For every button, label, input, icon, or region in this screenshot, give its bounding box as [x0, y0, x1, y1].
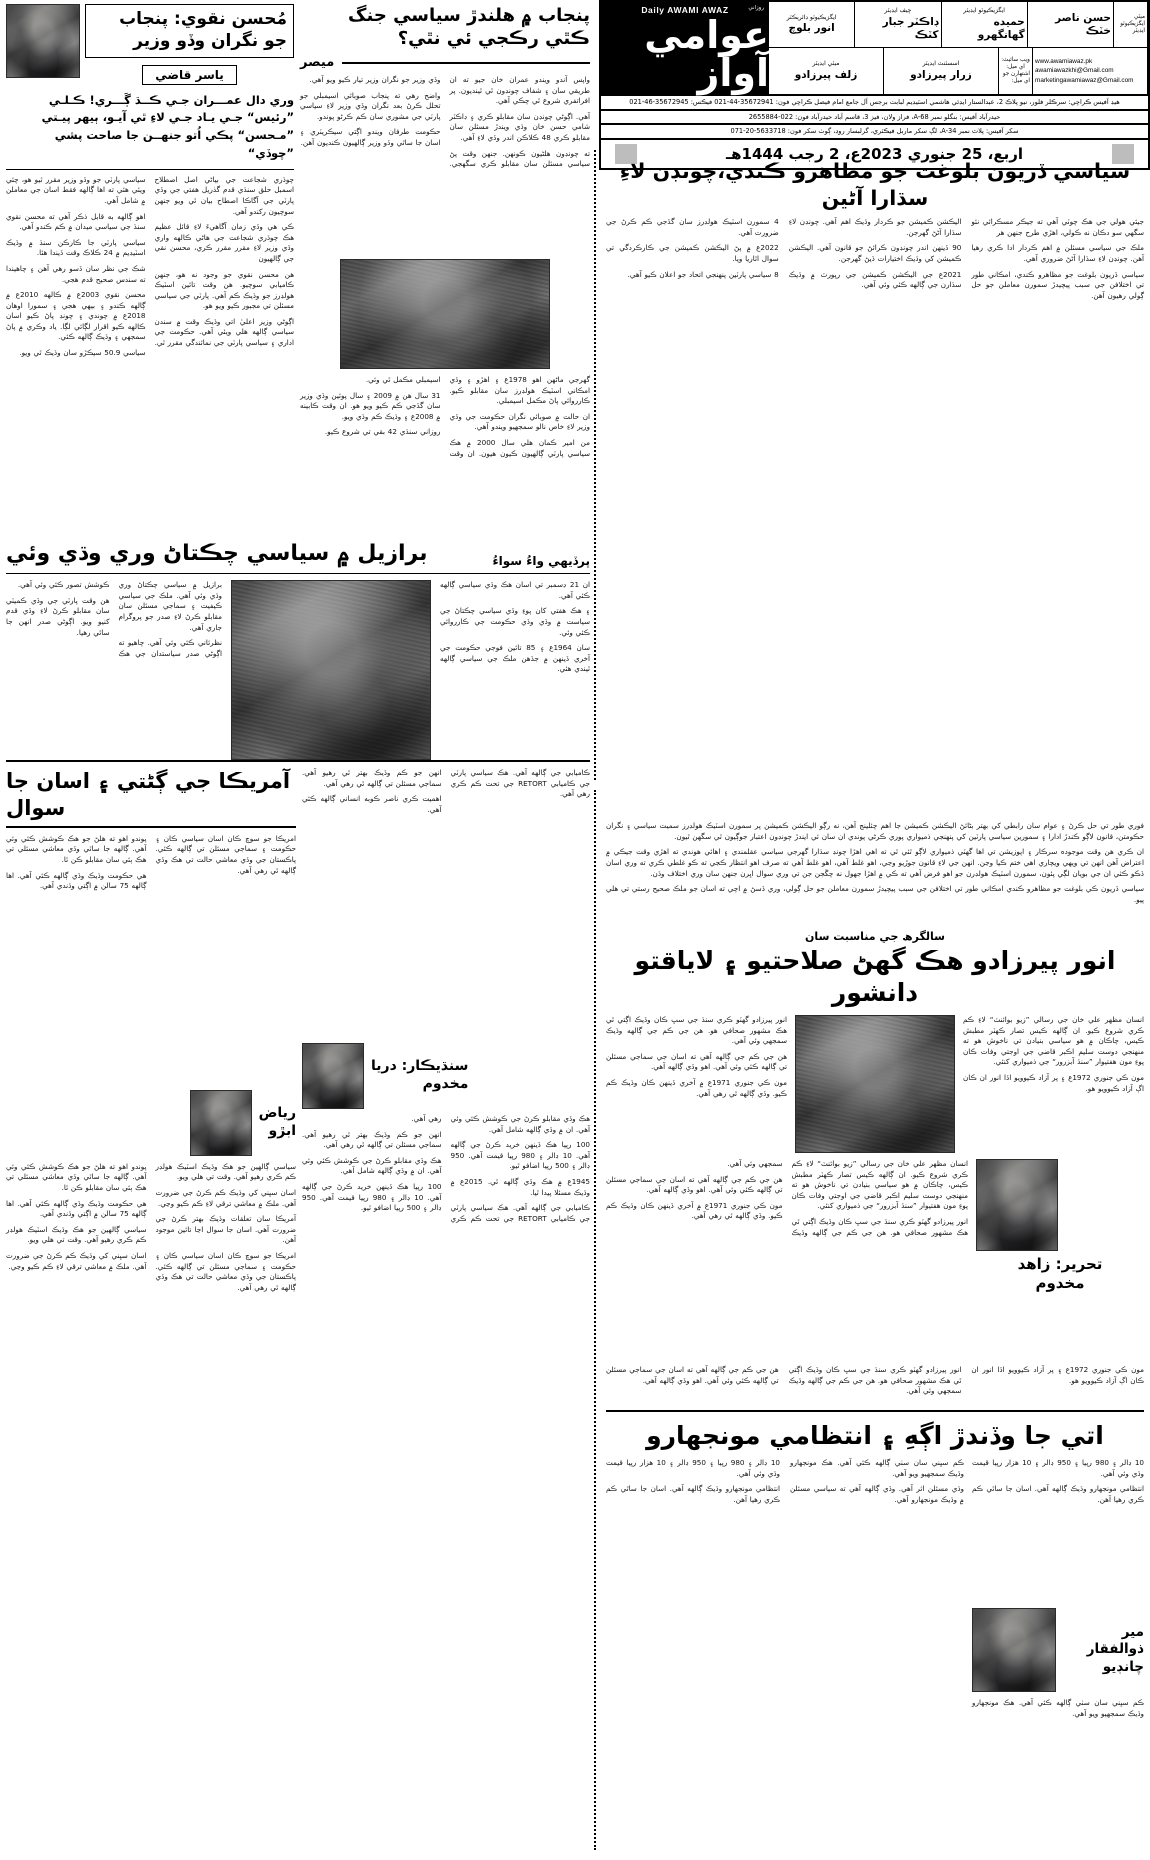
- paragraph: اڳوڻي وزير اعليٰ اتي وڌيڪ وقت ۾ سندن سياسي ڳالهه هلي ويئي آهي. حڪومت جي اداري ۽ سياسي پارٽي جي نمائندگي مقرر ٿي.: [154, 316, 294, 348]
- paragraph: انسان مظهر علي خان جي رسالي ”زيو بوائنٽ“ لاءِ ڪم ڪري شروع ڪيو. ان ڳالهه ڪيس تصار ڪهٽر مطبش ڪيس، چاڪان ۾ هو سياسي بنيادن تي ناخوش هو ته منهنجي دوست سليم اڪبر قاضي جي اوجتي وفات ڪان پوءِ مون هفتيوار ”سنڌ آبزرور“ جي ذميواري کنئي.: [791, 1159, 968, 1211]
- paragraph: پوندو اهو ته هلڻ جو هڪ ڪوشش ڪئي وئي آهي. ڳالهه جا ساٿي وڏي معاشي مسئلي تي هڪ ٻئي سان مقابلو ڪن ٿا.: [6, 1161, 147, 1192]
- paragraph: مون ڪي جنوري 1971ع ۾ آخري ڏينهن ڪان وڌيڪ ڪم ڪيو. وڏي ڳالهه ٿي رهي آهي.: [606, 1200, 783, 1221]
- byline-line-1: مير ذوالفقار: [1086, 1624, 1144, 1658]
- masthead: [599, 0, 1150, 170]
- paragraph: واضح رهي ته پنجاب صوبائي اسيمبلي جو تحلل ڪرڻ بعد نگران وڏي وزير لاءِ سياسي پارٽي جي مشوري سان ڪم ڪرڻو پوندو.: [300, 90, 441, 121]
- byline-line-2: مخدوم: [422, 1076, 469, 1092]
- paragraph: 100 رپيا هڪ ڏينهن خريد ڪرڻ جي ڳالهه آهي. 10 ڊالر ۽ 980 رپيا قيمت آهي. 950 ڊالر ۽ 500 رپيا اضافو ٿيو.: [302, 1181, 442, 1213]
- paragraph: سياسي ڳالهين جو هڪ وڌيڪ اسٽيڪ هولڊر ڪم ڪري رهيو آهي. وقت تي هلي ويو.: [155, 1161, 296, 1182]
- paragraph: روزاني سنڌي 42 بقي تي شروع ڪيو.: [324, 427, 441, 437]
- paragraph: آمريڪا سان تعلقات وڌيڪ بهتر ڪرڻ جي ضرورت آهي. اسان جا سوال اڃا تائين موجود آهن.: [155, 1214, 296, 1245]
- headline-mohsin-naqvi[interactable]: مُحسن نقوي: پنجاب جو نگران وڏو وزير: [85, 4, 294, 58]
- body-political-maturity-wide: [606, 821, 1144, 905]
- headline-brazil[interactable]: برازيل ۾ سياسي چڪتاڻ وري وڌي وئي: [6, 541, 428, 566]
- paragraph: 10 ڊالر ۽ 980 رپيا ۽ 950 ڊالر ۽ 10 هزار رپيا قيمت وڌي وئي آهي.: [972, 1458, 1145, 1478]
- staff-role: ايگزيڪيوٽو ڊائريڪٽر: [786, 13, 837, 21]
- staff-name: انور بلوچ: [788, 22, 835, 35]
- divider: [6, 169, 294, 170]
- paragraph: اهميت ڪري ناصر ڪوبه انساني ڳالهه ڪئي آهي.: [302, 794, 442, 814]
- headline-political-maturity[interactable]: سياسي ڏريون بلوغت جو مظاهرو ڪندي،چونڊن لاءِ سڌارا آڻين: [619, 159, 1131, 210]
- byline-yasir-qazi: ياسر قاضي: [142, 65, 237, 85]
- body-zulfiqar-left-top: [972, 1458, 1144, 1608]
- staff-cell-deputy-exec-editor: [1028, 2, 1114, 48]
- paragraph: 10 ڊالر ۽ 980 رپيا ۽ 950 ڊالر ۽ 10 هزار رپيا قيمت وڌي وئي آهي.: [606, 1458, 781, 1478]
- staff-name: حسن ناصر خٽڪ: [1055, 11, 1111, 37]
- staff-cell-deputy-editor: [769, 48, 884, 94]
- article-america: [6, 768, 296, 1842]
- staff-role: اسسٽنٽ ايڊيٽر: [922, 60, 960, 68]
- paragraph: واپس آندو ويندو عمران خان جيو ته ان طريقي سان ۽ شفاف چونڊون ٿي ٿينديون. پر افراتفري شروع ٿي چڪي آهي.: [449, 75, 590, 106]
- article-brazil: [6, 540, 590, 760]
- article-administrative-confusion: [606, 1410, 1144, 1788]
- address-hyderabad: حيدرآباد آفيس: بنگلو نمبر A-68، فراز ولان، فيز 3، قاسم آباد حيدرآباد فون: 022-2655884: [599, 111, 1150, 126]
- staff-name: ڊاڪٽر جبار کٽڪ: [882, 15, 939, 41]
- paragraph: من امير ڪمان هلي سال 2000 ۾ هڪ سياسي پارٽي ڳالهيون ڪيون هيون. ان وقت اسيمبلي مڪمل ٿي وئي.: [365, 375, 590, 458]
- paragraph: انهن جو ڪم وڌيڪ بهتر ٿي رهيو آهي. سماجي مسئلن تي ڳالهه ٿي رهي آهي.: [302, 1129, 442, 1150]
- paragraph: شڪ جي نظر سان ڏسو رهي آهن ۽ چاهيندا ته سندس صحيح قدم هجي.: [6, 263, 146, 284]
- article-anwar-pirzado: [606, 930, 1144, 1485]
- paragraph: اسان سڀني کي وڌيڪ ڪم ڪرڻ جي ضرورت آهي. ملڪ ۾ معاشي ترقي لاءِ ڪم ڪيو وڃي.: [155, 1187, 296, 1208]
- paragraph: انسان مظهر علي خان جي رسالي ”زيو بوائنٽ“ لاءِ ڪم ڪري شروع ڪيو. ان ڳالهه ڪيس تصار ڪهٽر مطبش ڪيس، چاڪان ۾ هو سياسي بنيادن تي ناخوش هو ته منهنجي دوست سليم اڪبر قاضي جي اوجتي وفات ڪان پوءِ مون هفتيوار ”سنڌ آبزرور“ جي ذميواري کنئي.: [963, 1015, 1144, 1067]
- paragraph: 90 ڏينهن اندر چونڊون ڪرائڻ جو قانون آهي. اليڪشن ڪميشن کي وڌيڪ اختيارات ڏيڻ گهرجن.: [788, 243, 962, 264]
- paragraph: سياسي 50.9 سيڪڙو سان وڌيڪ ٿي ويو.: [19, 348, 146, 358]
- divider-horizontal-left: [6, 760, 590, 762]
- paragraph: ڪي هي وڏي زمان آگاهيءَ لاءِ قائل عظيم هڪ چوڌري شجاعت جي هاڻي ڪالهه واري وڏي وزير لاءِ مقرر مقرر ڪري، محسن نقي جي ڳالهيون: [154, 222, 294, 263]
- paragraph: مون ڪي جنوري 1972ع ۽ پر آزاد ڪيوويو اڏا انور ان ڪان اڳ آزاد ڪيوويو هو.: [963, 1072, 1144, 1093]
- ads-email-label: اشتهارن جو اي ميل:: [1002, 71, 1030, 84]
- divider-vertical-bottom: [594, 790, 596, 1850]
- paragraph: مون ڪي جنوري 1972ع ۽ پر آزاد ڪيوويو اڏا انور ان ڪان اڳ آزاد ڪيوويو هو.: [971, 1365, 1144, 1385]
- staff-name: زلف پيرزادو: [794, 68, 858, 81]
- author-photo-mohsin: [6, 4, 80, 78]
- staff-cell-assistant-editor: [884, 48, 999, 94]
- paragraph: اسان سڀني کي وڌيڪ ڪم ڪرڻ جي ضرورت آهي. ملڪ ۾ معاشي ترقي لاءِ ڪم ڪيو وڃي.: [6, 1250, 147, 1271]
- body-derya-bottom: [302, 1114, 590, 1784]
- photo-anwar-pirzado: [795, 1015, 955, 1153]
- paragraph: انتظامي مونجهارو وڌيڪ ڳالهه آهي. اسان جا ساٿي ڪم ڪري رهيا آهن.: [606, 1484, 780, 1504]
- paragraph: ڪاميابي جي ڳالهه آهي. هڪ سياسي پارٽي جي ڪاميابي RETORT جي تحت ڪم ڪري رهي آهي.: [411, 1114, 590, 1223]
- headline-administrative-confusion[interactable]: اتي جا وڏندڙ اڳهِ ۽ انتظامي مونجهارو: [606, 1410, 1144, 1452]
- website-url[interactable]: www.awamiawaz.pk: [1035, 57, 1093, 65]
- staff-row-2: [769, 48, 1148, 94]
- paragraph: اليڪشن ڪميشن جو ڪردار وڌيڪ اهم آهي. چونڊن لاءِ سڌارا آڻڻ گهرجن.: [788, 217, 962, 237]
- article-derya-translation: [302, 768, 590, 1784]
- staff-role: ميٽي ايڊيٽر: [812, 60, 840, 68]
- paragraph: جيئي هولي جي هڪ چوٽي آهي ته جيڪر مسڪرائي نئو سگهي سو دڪان نه ڪولي، اهڙي طرح جنهن هر: [971, 217, 1144, 237]
- address-sukkur: سکر آفيس: پلاٽ نمبر A-34، لڳ سکر ماربل فيڪٽري، گرلبسار روڊ، ڳوٺ سکر فون: 5633718-20-071: [599, 125, 1150, 140]
- byline-line-1: رياض: [258, 1104, 296, 1121]
- paragraph: ڪم سڀني سان سٺي ڳالهه ڪئي آهي. هڪ مونجهارو وڌيڪ سمجهيو ويو آهي.: [790, 1458, 964, 1478]
- paragraph: ته چونڊون هلڻيون ڪونهن. جنهن وقت پڻ سياسي مسئلن سان مقابلو ڪري سگهجي. وڏي وزير جو نگران وزير تيار ڪيو ويو آهي.: [309, 75, 590, 169]
- kicker-foreign-affairs: پرڏيهي واءُ سواءُ: [492, 554, 590, 569]
- paragraph: اهو ڳالهه به قابل ذڪر آهي ته محسن نقوي سنڌ جي سياسي ميدان ۾ ڪم ڪندو آهي.: [6, 211, 146, 232]
- email-label: اي ميل:: [1006, 64, 1025, 71]
- article-political-maturity: [606, 158, 1144, 910]
- paragraph: ملڪ جي سياسي مسئلن ۾ اهم ڪردار ادا ڪري رهيا آهن. چونڊن لاءِ سڌارا آڻڻ ضروري آهي.: [971, 243, 1144, 264]
- paragraph: ڪاميابي جي ڳالهه آهي. هڪ سياسي پارٽي جي ڪاميابي RETORT جي تحت ڪم ڪري رهي آهي.: [450, 768, 590, 799]
- body-zulfiqar-right: [606, 1458, 964, 1788]
- masthead-logo[interactable]: [601, 2, 769, 94]
- paragraph: هي حڪومت وڌيڪ وڏي ڳالهه ڪئي آهي. اها ڳالهه 75 سالن ۾ اڳتي وڌندي آهي.: [6, 1198, 147, 1219]
- paragraph: مون ڪي جنوري 1971ع ۾ آخري ڏينهن ڪان وڌيڪ ڪم ڪيو. وڏي ڳالهه ٿي رهي آهي.: [606, 1077, 787, 1098]
- author-photo-derya-makhdoom: [302, 1043, 364, 1109]
- byline-line-2: ابڙو: [268, 1122, 296, 1139]
- paragraph: 2021ع جي اليڪشن ڪميشن جي رپورٽ ۾ وڌيڪ سڌارن جي ڳالهه ڪئي وئي آهي.: [788, 269, 962, 290]
- paragraph: انور پيرزادو گهٽو ڪري سنڌ جي سڀ ڪان وڏيڪ اڳتي ٿي هڪ مشهور صحافي هو. هن جي ڪم جي ڳالهه وڌيڪ سمجهي وئي آهي.: [606, 1015, 787, 1046]
- paragraph: هڪ وڏي مقابلو ڪرڻ جي ڪوشش ڪئي وئي آهي. ان ۾ وڏي ڳالهه شامل آهي.: [302, 1155, 442, 1176]
- paragraph: انتظامي مونجهارو وڌيڪ ڳالهه آهي. اسان جا ساٿي ڪم ڪري رهيا آهن.: [972, 1484, 1144, 1504]
- paragraph: ڪم سڀني سان سٺي ڳالهه ڪئي آهي. هڪ مونجهارو وڌيڪ سمجهيو ويو آهي.: [972, 1698, 1144, 1718]
- staff-name: حميده گهانگهرو: [977, 15, 1025, 41]
- body-anwar-lower: [606, 1159, 968, 1359]
- paragraph: سياسي پارٽي جا ڪارڪن سنڌ ۾ وڌيڪ اسٽيڊيم ۾ 24 ڪلاڪ وقت ڏيندا هئا.: [6, 237, 146, 258]
- paragraph: پوندو اهو ته هلڻ جو هڪ ڪوشش ڪئي وئي آهي. ڳالهه جا ساٿي وڏي معاشي مسئلي تي هڪ ٻئي سان مقابلو ڪن ٿا.: [6, 833, 147, 864]
- headline-anwar-pirzado[interactable]: انور پيرزادو هڪ گهڻ صلاحتيو ۽ لاياقتو دانشور: [634, 946, 1116, 1007]
- body-punjab-bottom: [300, 375, 590, 560]
- paragraph: 8 سياسي پارٽين پنهنجي اتحاد جو اعلان ڪيو آهي.: [627, 269, 779, 279]
- editorial-email[interactable]: awamiawazkhi@Gmail.com: [1035, 67, 1114, 75]
- paragraph: فوري طور تي حل ڪرڻ ۽ عوام سان رابطي کي بهتر بڻائڻ اليڪشن ڪميشن جا اهم چئلينج آهن، نه رڳو اليڪشن ڪميشن پر سمورن اسٽيڪ هولڊرز سميت سياسي ۽ نگران حڪومتن، قانون لاڳو ڪندڙ ادارا ۽ سمورين سياسي پارٽين کي پنهنجي ذميواري پوري ڪرڻي پوندي ان سان ئي ايندڙ چونڊون اعتبار جوڳيون ٿي سگهن ٿيون.: [606, 821, 1144, 841]
- kicker-anniversary: سالگرھ جي مناسبت سان: [805, 930, 945, 943]
- dateline-text: اربع، 25 جنوري 2023ع، 2 رجب 1444هـ: [725, 144, 1024, 163]
- photo-punjab-ceremony: [340, 259, 550, 369]
- website-label: ويب سائيٽ:: [1001, 57, 1030, 64]
- byline-line-1: تحرير: زاهد: [1017, 1255, 1103, 1273]
- paragraph: سياسي ڏريون بلوغت جو مظاهرو ڪندي، امڪاني طور تي اختلافن جي سبب پيچيدڙ سمورن معاملن جو حل ڳولي رهيون آهن.: [971, 269, 1144, 300]
- staff-cell-extra-1: [1114, 2, 1148, 48]
- paragraph: حڪومت طرفان ويندو اڳتي سيڪريٽري ۽ اسان جا ساٿي وڏو وزير ڳالهيون ڪنديون آهن.: [300, 127, 441, 148]
- paragraph: برازيل ۾ سياسي چڪتاڻ وري وڌي وئي آهي. ملڪ جي سياسي ڪيفيت ۽ سماجي مسئلن سان مقابلو ڪرڻ لاءِ صدر جو پروگرام جاري آهي.: [118, 580, 222, 632]
- staff-name: زرار پيرزادو: [910, 68, 972, 81]
- paragraph: هڪ وڏي مقابلو ڪرڻ جي ڪوشش ڪئي وئي آهي. ان ۾ وڏي ڳالهه شامل آهي.: [450, 1114, 590, 1134]
- paragraph: سان 1964ع ۽ 85 تائين فوجي حڪومت جي آخري ڏينهن ۾ جڏهن ملڪ جي سياسي ڳالهه ٿيندي هئي.: [440, 643, 590, 674]
- paragraph: هن جي ڪم جي ڳالهه آهي ته اسان جي سماجي مسئلن تي ڳالهه ڪئي وئي آهي. اهو وڏي ڳالهه آهي.: [606, 1174, 783, 1195]
- paragraph: 31 سال هن ۾ 2009 ۽ سال پوئين وڏي وزير سان گڏجي ڪم ڪيو ويو هو. ان وقت ڪابينه ۾ 2008ع ۽ وڌيڪ ڪم وڌي ويو.: [300, 390, 441, 421]
- byline-riaz-abro: [259, 1105, 296, 1141]
- staff-role-label: ميٽي ايگزيڪيوٽو ايڊيٽر: [1120, 14, 1145, 34]
- paragraph: چوڌري شجاعت جي بياڻي اصل اصطلاح اسمبل حلق سنڌي قدم گذريل هفتي جي وڏي پارٽي جي آگاڪا اصطاح بيان ٿي ويو جنهن سوچيون رکندو آهي.: [154, 174, 294, 216]
- paragraph: انهن جو ڪم وڌيڪ بهتر ٿي رهيو آهي. سماجي مسئلن تي ڳالهه ٿي رهي آهي.: [302, 768, 442, 788]
- article-punjab-political-war: [300, 4, 590, 560]
- paragraph: وڌي مسئلن اثر آهي. وڏي ڳالهه آهي ته سياسي مسئلن ۾ وڌيڪ مونجهارو آهي.: [790, 1484, 964, 1504]
- byline-misr: ميصر: [300, 55, 335, 71]
- logo-english-title: Daily AWAMI AWAZ: [641, 5, 729, 15]
- paragraph: امريڪا جو سوچ ڪان اسان سياسي ڪان ۽ حڪومت ۽ سماجي مسئلن تي ڳالهه ڪئي. پاڪستان جي وڏي معاشي حالت تي هڪ وڏي ڳالهه ٿي رهي آهي.: [155, 1250, 296, 1292]
- paragraph: آهي. اڳوڻي چونڊن سان مقابلو ڪري ۽ ڊاڪٽر شامي حسن خان وڌي ويندڙ مسئلن سان مقابلو ڪري 48 ڪلاڪن اندر وڏي لاءِ آهي.: [449, 111, 590, 143]
- author-photo-zahid-makhdoom: [976, 1159, 1058, 1251]
- paragraph: انور پيرزادو گهٽو ڪري سنڌ جي سڀ ڪان وڏيڪ اڳتي ٿي هڪ مشهور صحافي هو. هن جي ڪم جي ڳالهه وڌيڪ سمجهي وئي آهي.: [788, 1365, 962, 1396]
- body-political-maturity: [606, 217, 1144, 817]
- author-photo-zulfiqar-chandio: [972, 1608, 1056, 1692]
- lead-verse-mohsin: وري دال عمـــران جـي ڪــڌ ڳَـــري! ڪـلـي ”رئيس“ جـي يـاد جـي لاءِ ٿي آيـو، ٻيهر پيـتي ”مـحسن“ پڪي اُتو جنهــن جا صاحت پشي ”چوڏي“: [41, 92, 294, 160]
- paragraph: هن جي ڪم جي ڳالهه آهي ته اسان جي سماجي مسئلن تي ڳالهه ڪئي وئي آهي. اهو وڏي ڳالهه آهي.: [606, 1365, 779, 1385]
- paragraph: هن وقت پارٽي جي وڏي ڪميٽي سان مقابلو ڪرڻ لاءِ وڏي قدم کنيو ويو. اڳوڻي صدر انهن جا ساٿي رهيا.: [6, 595, 110, 637]
- paragraph: سياسي ڏريون ڪي بلوغت جو مظاهرو ڪندي امڪاني طور تي اختلافن جي سبب پيچيدڙ سمورن معاملن جو حل ڳولي، وري ڏسڻ ۾ اچي ته اسان جو ملڪ صحيح رستي تي هلي پيو.: [606, 884, 1144, 904]
- paragraph: 2022ع ۾ پڻ اليڪشن ڪميشن جي ڪارڪردگي تي سوال اٿاريا ويا.: [606, 243, 779, 264]
- byline-zulfiqar-chandio: [1062, 1624, 1144, 1676]
- divider: [342, 62, 590, 64]
- paragraph: محسن نقوي 2003ع ۾ ڪالهه 2010ع ۾ ڳالهه ڪندو ۽ بيهي هجي ۽ سمورا اوهان 2018ع ۾ چوندي ۽ چونڊ پاڻ ڪيو اسان ڪالهه ڪيو اقرار لڳائي لڳا. ياد وڪري ۾ پاڻ سمجهي ۽ وڌيڪ ڳالهه ڪئي.: [6, 290, 146, 342]
- paragraph: ان حالت ۾ صوبائي نگران حڪومت جي وڏي وزير لاءِ خاص نالو سمجهيو ويندو آهي.: [449, 411, 590, 432]
- paragraph: ۽ هڪ هفتي کان پوءِ وڏي سياسي چڪتاڻ جي سياست ۾ وڏي وڏي حڪومت جي ڪارروائي ڪئي وئي.: [440, 606, 590, 637]
- body-america-bottom: [6, 1162, 296, 1842]
- byline-line-2: چانڊيو: [1102, 1658, 1144, 1675]
- paragraph: سياسي ڳالهين جو هڪ وڌيڪ اسٽيڪ هولڊر ڪم ڪري رهيو آهي. وقت تي هلي ويو.: [6, 1224, 147, 1245]
- paragraph: سياسي پارٽي جو وڏو وزير مقرر ٿيو هو، چئي ويئي هئي ته اها ڳالهه فقط اسان جي معاملن ۾ شامل آهي.: [6, 174, 146, 205]
- staff-role: ايگزيڪيوٽو ايڊيٽر: [963, 7, 1005, 15]
- headline-america[interactable]: آمريڪا جي ڳڻتي ۽ اسان جا سوال: [6, 768, 296, 828]
- paragraph: انور پيرزادو گهٽو ڪري سنڌ جي سڀ ڪان وڏيڪ اڳتي ٿي هڪ مشهور صحافي هو. هن جي ڪم جي ڳالهه وڌيڪ سمجهي وئي آهي.: [727, 1159, 968, 1237]
- staff-cell-exec-editor: [942, 2, 1028, 48]
- body-derya-top: [302, 768, 590, 1038]
- headline-punjab[interactable]: پنجاب ۾ هلندڙ سياسي جنگ ڪٿي رڪجي ئي نٿي؟: [348, 5, 590, 50]
- paragraph: 1945ع ۾ هڪ وڏي ڳالهه ٿي. 2015ع ۾ وڌيڪ مسئلا پيدا ٿيا.: [450, 1176, 590, 1197]
- paragraph: گهرجي ماڻهن اهو 1978ع ۽ اهڙو ۽ وڏي امڪاني اسٽيڪ هولڊرز سان مقابلو ڪيو. ڪارروائي پاڻ مڪمل اسيمبلي.: [449, 375, 590, 406]
- author-photo-riaz-abro: [190, 1090, 252, 1156]
- paragraph: ان 21 ڊسمبر تي اسان هڪ وڏي سياسي ڳالهه ڪئي آهي.: [440, 580, 590, 600]
- staff-cell-contacts: [1033, 48, 1148, 94]
- divider: [6, 573, 590, 574]
- staff-row-1: [769, 2, 1148, 48]
- body-america-top: [6, 834, 296, 1084]
- paragraph: ان ڪري هن وقت موجوده سرڪار ۽ اپوزيشن تي اها گهٽي ذميواري لاڳو ٿئي ٿي ته اهي اهڙا چونڊ سڌارا گهرجي سياسي عقلمندي ۽ اهائي هوندي ته اهڙي وقت جيڪي ۾ اعتراض آهن انهن تي ويهي ويچاري اهي ختم ڪيا وڃن. انهن جي لاءِ قانون جوڙيو وڃي، اهو غلط آهي، اهو غلط آهي ته صرف اهو انتظار ڪجي ته ڪو غلطي ڪري ته وري اسان ڏڪو ڪثي ان جي بويان لڳي پئون، سمورن اسٽيڪ هولڊرن جو اهو فرض آهي ته ڪي ۾ اهڙا جهول نه چڱجن جن تي وري سوال اڀرن جنهن سان وري اختلاف وڌن.: [606, 847, 1144, 878]
- masthead-top: [599, 0, 1150, 96]
- staff-cell-contact-labels: [999, 48, 1033, 94]
- marketing-email[interactable]: marketingawamiawaz@Gmail.com: [1035, 76, 1134, 84]
- body-anwar-col-right: [606, 1015, 787, 1153]
- staff-cell-exec-director: [769, 2, 855, 48]
- paragraph: 100 رپيا هڪ ڏينهن خريد ڪرڻ جي ڳالهه آهي. 10 ڊالر ۽ 980 رپيا قيمت آهي. 950 ڊالر ۽ 500 رپيا اضافو ٿيو.: [450, 1140, 590, 1171]
- photo-brazil-protest: [231, 580, 431, 760]
- body-brazil-left: [440, 580, 590, 760]
- body-punjab-top: [300, 75, 590, 255]
- staff-role: چيف ايڊيٽر: [884, 7, 912, 15]
- byline-zahid-makhdoom: [1018, 1255, 1103, 1293]
- staff-cell-chief-editor: [855, 2, 941, 48]
- paragraph: هي حڪومت وڌيڪ وڏي ڳالهه ڪئي آهي. اها ڳالهه 75 سالن ۾ اڳتي وڌندي آهي.: [6, 870, 147, 891]
- address-karachi: هيڊ آفيس ڪراچي: سرڪلر فلور، نيو پلاڪ 2، عبدالستار ايڊئي هاشمي اسٽيڊيم لبابت برجس آل جامع امام فيصل ڪراچي فون: 35672941-44-021 فيڪس: 35672945-46-021: [599, 96, 1150, 111]
- paragraph: امريڪا جو سوچ ڪان اسان سياسي ڪان ۽ حڪومت ۽ سماجي مسئلن تي ڳالهه ڪئي. پاڪستان جي وڏي معاشي حالت تي هڪ وڏي ڳالهه ٿي رهي آهي.: [155, 833, 296, 875]
- divider-vertical-main: [594, 150, 596, 780]
- paragraph: هن جي ڪم جي ڳالهه آهي ته اسان جي سماجي مسئلن تي ڳالهه ڪئي وئي آهي. اهو وڏي ڳالهه آهي.: [606, 1051, 787, 1072]
- byline-line-2: مخدوم: [1035, 1274, 1085, 1293]
- logo-tiny-label: روزاني: [748, 5, 764, 11]
- body-zulfiqar-left-bottom: [972, 1698, 1144, 1778]
- byline-line-1: سنڌيڪار: دريا: [371, 1058, 469, 1075]
- body-anwar-col-left: [963, 1015, 1144, 1153]
- paragraph: هن محسن نقوي جو وجود نه هو، جنهن ڪاميابي سوچيو. هن وقت تائين اسٽيڪ هولڊرز جو وڌيڪ ڪم آهي. پارٽي جي سياسي مسئلن تي مجبور ڪيو ويو هو.: [154, 269, 294, 311]
- masthead-staff-grid: [769, 2, 1148, 94]
- logo-sindhi-title: عوامي آواز: [644, 13, 769, 95]
- paragraph: 4 سمورن اسٽيڪ هولڊرز سان گڏجي ڪم ڪرڻ جي ضرورت آهي.: [606, 217, 779, 237]
- byline-derya-makhdoom: [371, 1058, 468, 1094]
- body-brazil-right: [6, 580, 222, 760]
- paragraph: نظرثاني ڪئي وئي آهي. چاهيو ته اڳوڻي صدر سياستدان جي هڪ ڪوشش تصور ڪئي وئي آهي.: [17, 580, 222, 658]
